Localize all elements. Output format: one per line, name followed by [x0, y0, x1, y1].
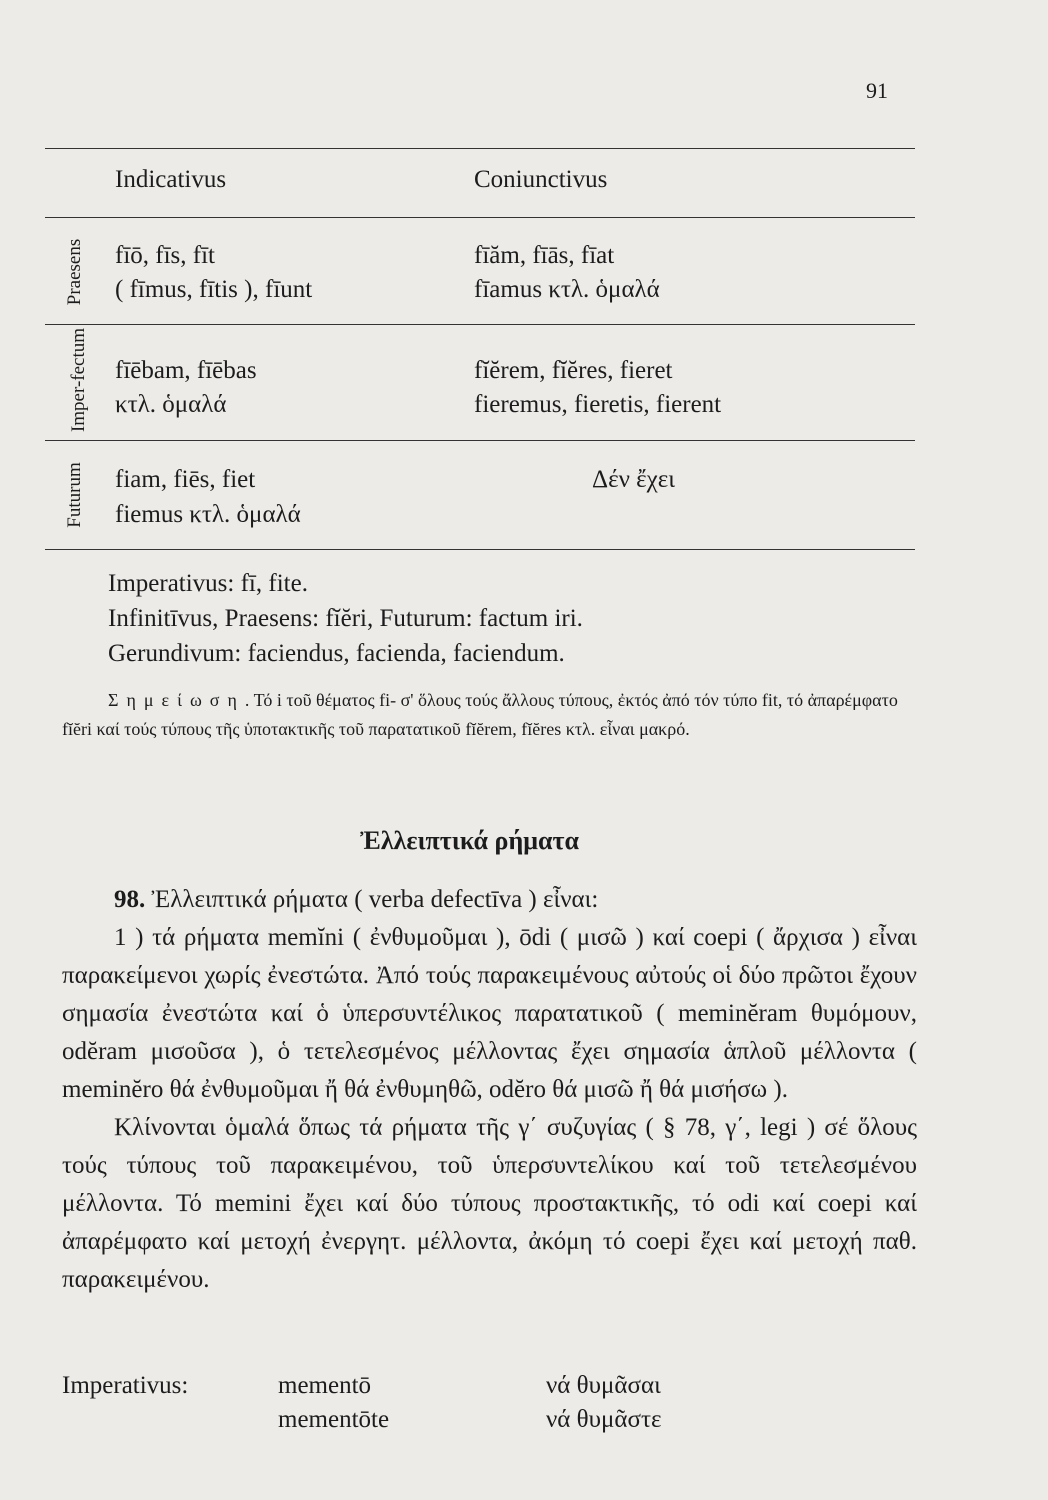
- futurum-subjunctive: Δέν ἔχει: [592, 466, 675, 493]
- table-row-rule-2: [45, 440, 915, 441]
- table-row-rule-1: [45, 324, 915, 325]
- note-text: . Τό i τοῦ θέματος fi- σ' ὅλους τούς ἄλλους τύπους, ἐκτός ἀπό τόν τύπο fit, τό ἀπαρέμφατο fĭĕri καί τούς τύπους τῆς ὑποτακτικῆς τοῦ παρατατικοῦ fĭĕrem, fĭĕres κτλ. εἶναι μακρό.: [62, 690, 898, 739]
- note-label: Σημείωση: [108, 690, 245, 710]
- table-top-rule: [45, 148, 915, 149]
- imperative-greek-1: νά θυμᾶσαι: [546, 1372, 661, 1399]
- infinitivus-line: Infinitīvus, Praesens: fĭĕri, Futurum: factum iri.: [108, 605, 583, 632]
- page-number: 91: [866, 78, 888, 103]
- gerundivum-line: Gerundivum: faciendus, facienda, faciendum.: [108, 640, 565, 667]
- paragraph-98-second: Κλίνονται ὁμαλά ὅπως τά ρήματα τῆς γ΄ συζυγίας ( § 78, γ΄, legi ) σέ ὅλους τούς τύπους τοῦ παρακειμένου, τοῦ ὑπερσυντελίκου καί τοῦ τετελεσμένου μέλλοντα. Τό memini ἔχει καί δύο τύπους προστακτικῆς, τό odi καί coepi καί ἀπαρέμφατο καί μετοχή ἐνεργητ. μέλλοντα, ἀκόμη τό coepi ἔχει καί μετοχή παθ. παρακειμένου.: [62, 1114, 917, 1293]
- praesens-indicative-1: fīō, fīs, fīt: [115, 242, 215, 269]
- imperfectum-indicative-2: κτλ. ὁμαλά: [115, 391, 227, 418]
- praesens-indicative-2: ( fīmus, fītis ), fīunt: [115, 276, 313, 303]
- praesens-subjunctive-1: fīăm, fīās, fīat: [474, 242, 615, 269]
- section-title: Ἐλλειπτικά ρήματα: [360, 826, 579, 855]
- futurum-indicative-2: fiemus κτλ. ὁμαλά: [115, 501, 301, 528]
- paragraph-98-item-1: 1 ) τά ρήματα memĭni ( ἐνθυμοῦμαι ), ōdi ( μισῶ ) καί coepi ( ἄρχισα ) εἶναι παρακείμενοι χωρίς ἐνεστώτα. Ἀπό τούς παρακειμένους αὐτούς οἱ δύο πρῶτοι ἔχουν σημασία ἐνεστώτα καί ὁ ὑπερσυντέλικος παρατατικοῦ ( meminĕram θυμόμουν, odĕram μισοῦσα ), ὁ τετελεσμένος μέλλοντας ἔχει σημασία ἁπλοῦ μέλλοντα ( meminĕro θά ἐνθυμοῦμαι ἤ θά ἐνθυμηθῶ, odĕro θά μισῶ ἤ θά μισήσω ).: [62, 924, 917, 1103]
- row-label-futurum: Futurum: [64, 462, 85, 528]
- header-subjunctive: Coniunctivus: [474, 166, 608, 193]
- note: [62, 686, 917, 744]
- table-bottom-rule: [45, 549, 915, 550]
- imperativus-line: Imperativus: fī, fite.: [108, 570, 308, 597]
- row-label-imperfectum: Imper-fectum: [68, 327, 89, 433]
- imperfectum-subjunctive-2: fieremus, fieretis, fierent: [474, 391, 722, 418]
- paragraph-98-intro: Ἐλλειπτικά ρήματα ( verba defectīva ) εἶναι:: [151, 886, 599, 913]
- table-header-rule: [45, 217, 915, 218]
- imperative-label: Imperativus:: [62, 1372, 189, 1399]
- paragraph-98: [62, 881, 917, 1299]
- header-indicative: Indicativus: [115, 166, 227, 193]
- futurum-indicative-1: fiam, fiēs, fiet: [115, 466, 256, 493]
- imperative-greek-2: νά θυμᾶστε: [546, 1406, 662, 1433]
- row-label-praesens: Praesens: [64, 238, 85, 306]
- imperative-latin-2: mementōte: [278, 1406, 390, 1433]
- paragraph-number: 98.: [114, 886, 146, 913]
- imperative-latin-1: mementō: [278, 1372, 372, 1399]
- imperfectum-indicative-1: fīēbam, fīēbas: [115, 357, 257, 384]
- imperfectum-subjunctive-1: fĭĕrem, fĭĕres, fieret: [474, 357, 673, 384]
- praesens-subjunctive-2: fīamus κτλ. ὁμαλά: [474, 276, 660, 303]
- paragraph-98-first-line: [62, 881, 917, 919]
